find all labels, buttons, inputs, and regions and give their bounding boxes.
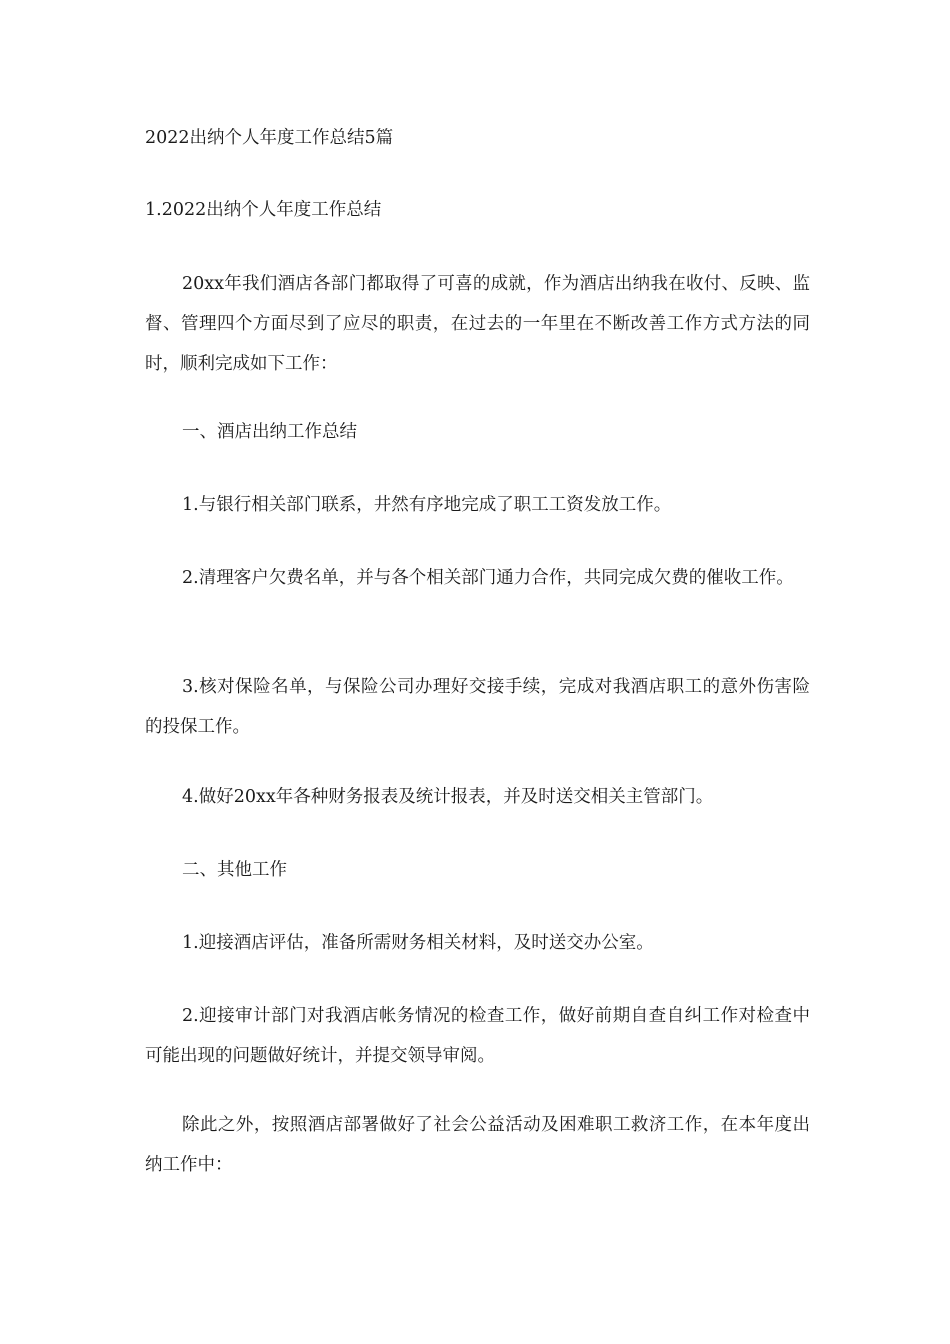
list-item-1: 1.与银行相关部门联系，井然有序地完成了职工工资发放工作。 <box>182 495 672 515</box>
document-title: 2022出纳个人年度工作总结5篇 <box>145 128 394 148</box>
closing-paragraph: 除此之外，按照酒店部署做好了社会公益活动及困难职工救济工作，在本年度出纳工作中： <box>145 1115 810 1175</box>
list-item-4: 4.做好20xx年各种财务报表及统计报表，并及时送交相关主管部门。 <box>182 787 714 807</box>
list-item-3: 3.核对保险名单，与保险公司办理好交接手续，完成对我酒店职工的意外伤害险的投保工作。 <box>145 677 810 737</box>
other-item-2: 2.迎接审计部门对我酒店帐务情况的检查工作，做好前期自查自纠工作对检查中可能出现的问题做好统计，并提交领导审阅。 <box>145 1006 810 1066</box>
heading-part-two: 二、其他工作 <box>182 860 287 880</box>
section-title: 1.2022出纳个人年度工作总结 <box>145 200 382 220</box>
heading-part-one: 一、酒店出纳工作总结 <box>182 422 357 442</box>
list-item-2: 2.清理客户欠费名单，并与各个相关部门通力合作，共同完成欠费的催收工作。 <box>182 568 794 588</box>
other-item-1: 1.迎接酒店评估，准备所需财务相关材料，及时送交办公室。 <box>182 933 654 953</box>
intro-paragraph: 20xx年我们酒店各部门都取得了可喜的成就，作为酒店出纳我在收付、反映、监督、管理四个方面尽到了应尽的职责，在过去的一年里在不断改善工作方式方法的同时，顺利完成如下工作： <box>145 274 810 374</box>
